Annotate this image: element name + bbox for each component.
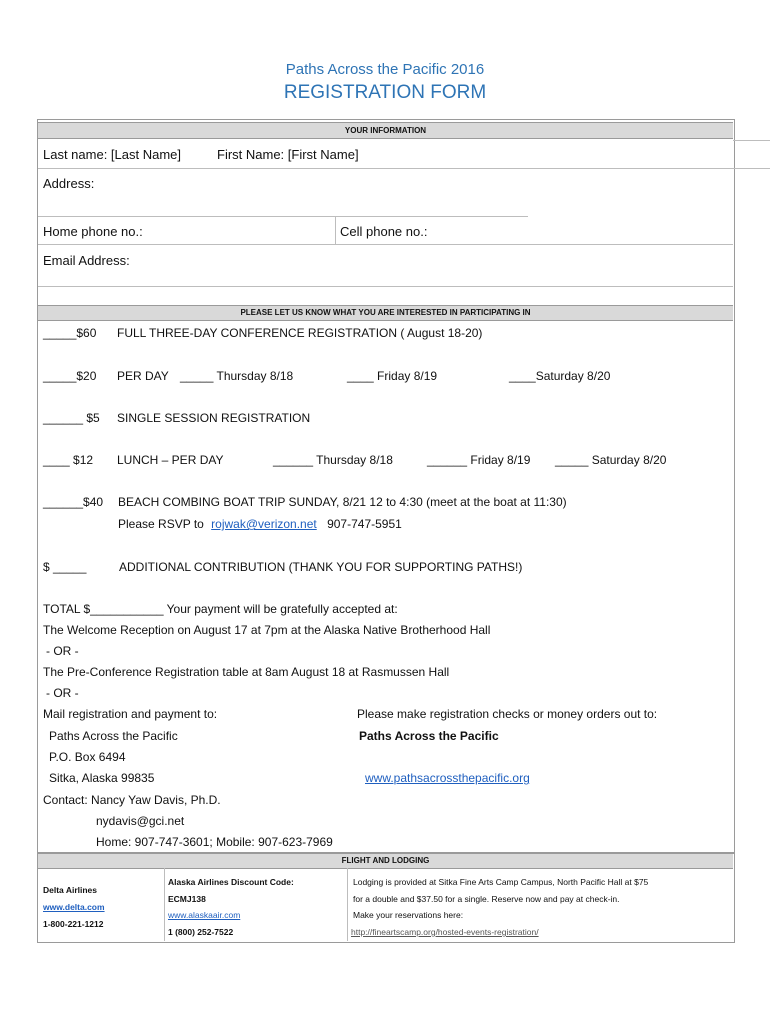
lodging-text: Make your reservations here: [353,910,464,920]
alaska-label: Alaska Airlines Discount Code: [168,877,294,887]
per-day-label: PER DAY [117,369,169,383]
per-day-saturday[interactable]: ____Saturday 8/20 [509,369,611,383]
alaska-code: ECMJ138 [168,894,206,904]
section-interests: PLEASE LET US KNOW WHAT YOU ARE INTERESTED IN PARTICIPATING IN [38,305,733,321]
last-name-field[interactable]: Last name: [Last Name] [43,147,182,162]
per-day-price[interactable]: _____$20 [43,369,97,383]
home-phone-field[interactable]: Home phone no.: [43,224,143,239]
or-separator: - OR - [46,686,79,700]
section-your-information: YOUR INFORMATION [38,122,733,139]
mail-label: Mail registration and payment to: [43,707,218,721]
delta-link[interactable]: www.delta.com [43,902,105,912]
lodging-text: for a double and $37.50 for a single. Reserve now and pay at check-in. [353,894,620,904]
alaska-phone: 1 (800) 252-7522 [168,927,234,937]
single-session-label: SINGLE SESSION REGISTRATION [117,411,311,425]
first-name-field[interactable]: First Name: [First Name] [217,147,359,162]
single-session-price[interactable]: ______ $5 [43,411,100,425]
divider [335,216,336,244]
welcome-reception: The Welcome Reception on August 17 at 7pm at the Alaska Native Brotherhood Hall [43,623,491,637]
full-conference-label: FULL THREE-DAY CONFERENCE REGISTRATION ( August 18-20) [117,326,483,340]
alaska-link[interactable]: www.alaskaair.com [168,910,241,920]
contribution-price[interactable]: $ _____ [43,560,87,574]
rsvp-email-link[interactable]: rojwak@verizon.net [211,517,317,531]
divider [38,244,733,245]
form-title: REGISTRATION FORM [283,82,487,103]
checks-label: Please make registration checks or money orders out to: [357,707,658,721]
event-title: Paths Across the Pacific 2016 [285,61,485,78]
full-conference-price[interactable]: _____$60 [43,326,97,340]
boat-trip-price[interactable]: ______$40 [43,495,104,509]
contact-phones: Home: 907-747-3601; Mobile: 907-623-7969 [96,835,333,849]
lunch-saturday[interactable]: _____ Saturday 8/20 [555,453,667,467]
contact-email: nydavis@gci.net [96,814,185,828]
divider [164,868,165,941]
section-flight-lodging: FLIGHT AND LODGING [38,853,733,869]
divider [733,140,770,141]
address-underline [38,216,528,217]
mail-line: Sitka, Alaska 99835 [49,771,155,785]
contribution-label: ADDITIONAL CONTRIBUTION (THANK YOU FOR SUPPORTING PATHS!) [119,560,523,574]
address-field[interactable]: Address: [43,176,95,191]
delta-phone: 1-800-221-1212 [43,919,104,929]
lunch-thursday[interactable]: ______ Thursday 8/18 [273,453,393,467]
per-day-thursday[interactable]: _____ Thursday 8/18 [180,369,294,383]
divider [347,868,348,941]
rsvp-phone: 907-747-5951 [327,517,402,531]
delta-name: Delta Airlines [43,885,98,895]
or-separator: - OR - [46,644,79,658]
lunch-friday[interactable]: ______ Friday 8/19 [427,453,531,467]
website-link[interactable]: www.pathsacrossthepacific.org [365,771,530,785]
per-day-friday[interactable]: ____ Friday 8/19 [347,369,438,383]
lodging-text: Lodging is provided at Sitka Fine Arts Camp Campus, North Pacific Hall at $75 [353,877,649,887]
rsvp-prefix: Please RSVP to [118,517,204,531]
lunch-price[interactable]: ____ $12 [43,453,94,467]
checks-payee: Paths Across the Pacific [359,729,499,743]
contact-name: Contact: Nancy Yaw Davis, Ph.D. [43,793,221,807]
lodging-link[interactable]: http://fineartscamp.org/hosted-events-registration/ [351,927,539,937]
total-line[interactable]: TOTAL $___________ Your payment will be gratefully accepted at: [43,602,398,616]
lunch-label: LUNCH – PER DAY [117,453,224,467]
cell-phone-field[interactable]: Cell phone no.: [340,224,428,239]
mail-line: P.O. Box 6494 [49,750,126,764]
pre-conference: The Pre-Conference Registration table at 8am August 18 at Rasmussen Hall [43,665,450,679]
rsvp-line [118,517,402,531]
email-field[interactable]: Email Address: [43,253,130,268]
divider [38,286,733,287]
mail-line: Paths Across the Pacific [49,729,178,743]
divider [38,168,770,169]
boat-trip-label: BEACH COMBING BOAT TRIP SUNDAY, 8/21 12 to 4:30 (meet at the boat at 11:30) [118,495,567,509]
